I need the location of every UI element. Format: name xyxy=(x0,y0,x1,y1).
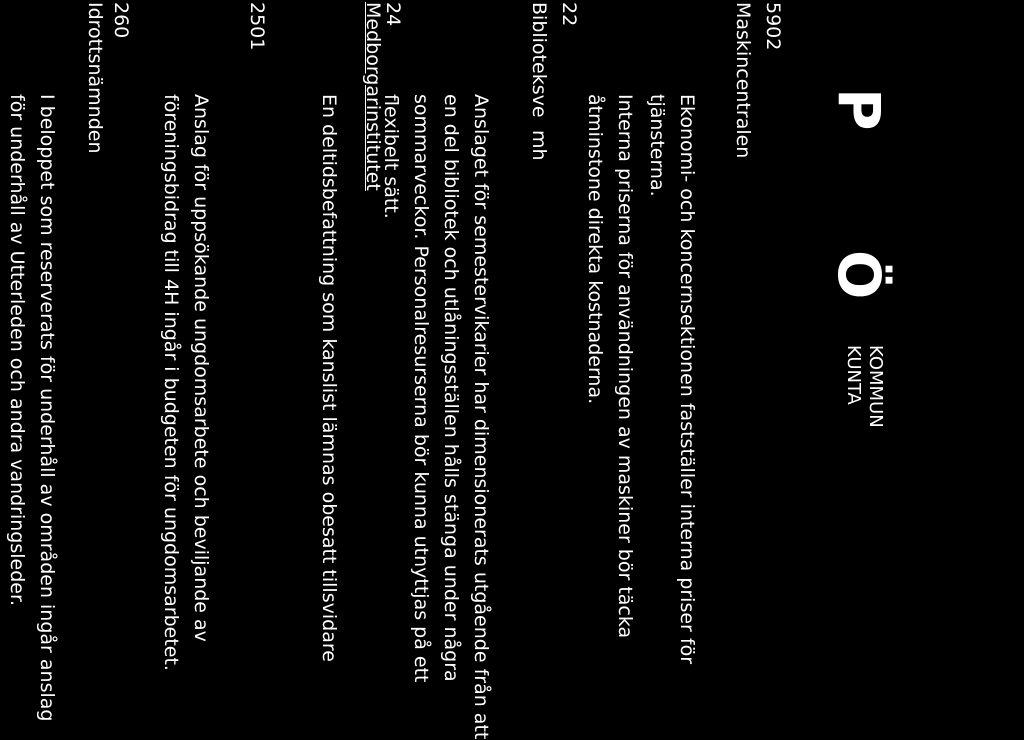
logo-kommun-text: KOMMUN xyxy=(865,345,886,428)
logo-letter-p: P xyxy=(825,88,893,131)
section-title-idrottsnamnden: Idrottsnämnden xyxy=(84,2,106,154)
section-number-24: 24 xyxy=(382,2,404,27)
section-number-2501: 2501 xyxy=(246,2,268,51)
paragraph-2501: Anslag för uppsökande ungdomsarbete och beviljande av föreningsbidrag till 4H ingår i budgeten för ungdomsarbetet. xyxy=(160,94,212,671)
section-number-260: 260 xyxy=(110,2,132,39)
section-title-bibliotek: Biblioteksve xyxy=(528,2,550,118)
paragraph-bibliotek: Anslaget för semestervikarier har dimensionerats utgående från att en del bibliotek och utlåningsställen hålls stänga under några sommarveckor. Personalresurserna bör kunna utnyttjas på ett flexibelt sätt. xyxy=(380,94,492,740)
paragraph-medborgarinstitutet: En deltidsbefattning som kanslist lämnas obesatt tillsvidare xyxy=(318,94,340,662)
section-title-medborgarinstitutet: Medborgarinstitutet xyxy=(362,2,384,191)
paragraph-maskincentralen-1: Ekonomi- och koncernsektionen fastställer interna priser för tjänsterna. xyxy=(646,94,698,665)
logo-letter-o: Ö xyxy=(825,250,893,300)
section-number-5902: 5902 xyxy=(762,2,784,51)
logo-kunta-text: KUNTA xyxy=(843,345,864,405)
section-number-22: 22 xyxy=(558,2,580,27)
paragraph-maskincentralen-2: Interna priserna för användningen av maskiner bör täcka åtminstone direkta kostnaderna. xyxy=(584,94,636,639)
section-title-maskincentralen: Maskincentralen xyxy=(732,2,754,159)
section-title-bibliotek-fragment: mh xyxy=(528,130,550,161)
paragraph-idrottsnamnden: I beloppet som reserverats för underhåll av områden ingår anslag för underhåll av Utterleden och andra vandringsleder. xyxy=(6,94,58,722)
